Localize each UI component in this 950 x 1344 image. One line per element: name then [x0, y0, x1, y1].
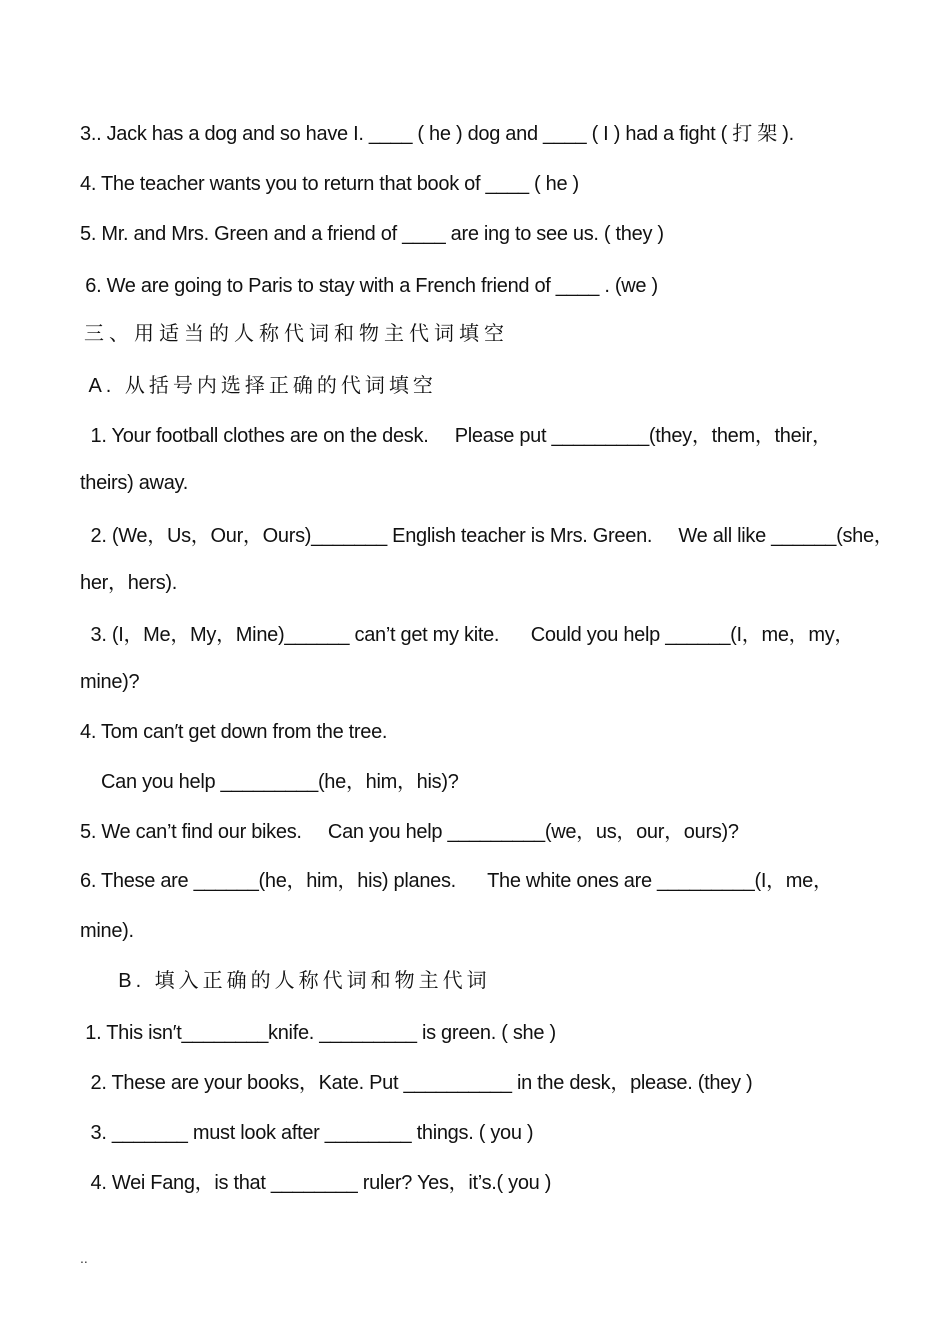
subsection-a-heading: A. 从括号内选择正确的代词填空 — [80, 375, 437, 397]
footer-mark: .. — [80, 1250, 88, 1266]
line-q6-paris: 6. We are going to Paris to stay with a French friend of ____ . (we ) — [80, 275, 658, 297]
line-a6-planes: 6. These are ______(he，him，his) planes. The white ones are _________(I，me， — [80, 870, 833, 892]
line-a1-continuation: theirs) away. — [80, 472, 188, 494]
line-a4-can-you-help: Can you help _________(he，him，his)? — [80, 771, 459, 793]
line-a6-continuation: mine). — [80, 920, 134, 942]
line-a3-kite: 3. (I，Me，My，Mine)______ can’t get my kite. Could you help ______(I，me，my， — [80, 624, 855, 646]
line-a4-tom-tree: 4. Tom can′t get down from the tree. — [80, 721, 388, 743]
line-b4-ruler: 4. Wei Fang，is that ________ ruler? Yes，it’s.( you ) — [80, 1172, 552, 1194]
line-a5-bikes: 5. We can’t find our bikes. Can you help _________(we，us，our，ours)? — [80, 821, 739, 843]
line-a2-continuation: her，hers). — [80, 572, 178, 594]
line-b2-books: 2. These are your books，Kate. Put __________ in the desk，please. (they ) — [80, 1072, 753, 1094]
line-b3-look-after: 3. _______ must look after ________ things. ( you ) — [80, 1122, 534, 1144]
line-q3-jack-dog: 3.. Jack has a dog and so have I. ____ ( he ) dog and ____ ( I ) had a fight ( 打 架 ). — [80, 123, 794, 145]
subsection-b-heading: B. 填入正确的人称代词和物主代词 — [80, 970, 491, 992]
line-b1-knife: 1. This isn′t________knife. _________ is green. ( she ) — [80, 1022, 556, 1044]
section-3-heading: 三、用适当的人称代词和物主代词填空 — [84, 323, 509, 345]
line-a1-football-clothes: 1. Your football clothes are on the desk. Please put _________(they，them，their， — [80, 425, 832, 447]
line-q4-teacher-book: 4. The teacher wants you to return that book of ____ ( he ) — [80, 173, 579, 195]
line-a2-english-teacher: 2. (We，Us，Our，Ours)_______ English teacher is Mrs. Green. We all like ______(she， — [80, 525, 894, 547]
line-a3-continuation: mine)? — [80, 671, 140, 693]
line-q5-green-friend: 5. Mr. and Mrs. Green and a friend of ____ are ing to see us. ( they ) — [80, 223, 664, 245]
